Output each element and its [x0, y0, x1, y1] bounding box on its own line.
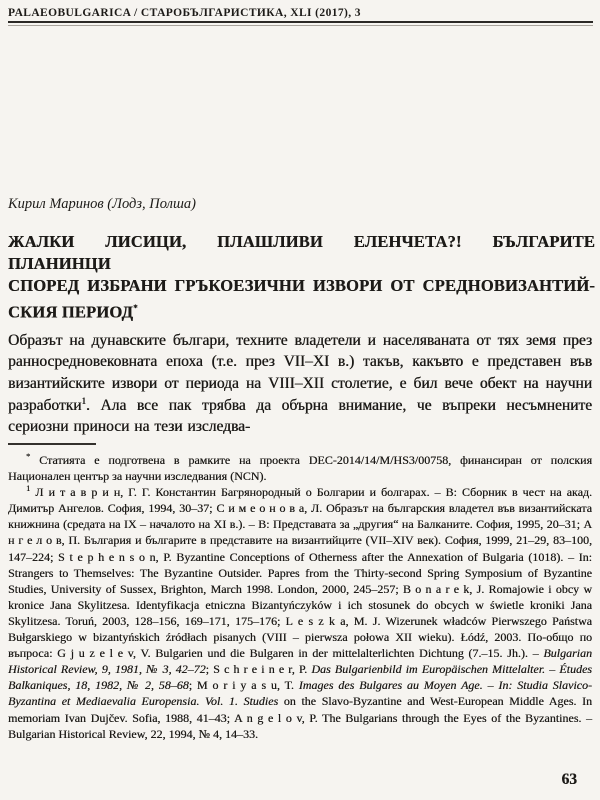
running-head: PALAEOBULGARICA / СТАРОБЪЛГАРИСТИКА, XLI (2017), 3 — [8, 7, 361, 19]
footnote-asterisk-text: Статията е подготвена в рамките на проекта DEC-2014/14/M/HS3/00758, финансиран от полския Национален център за научни изследвания (NCN). — [8, 453, 592, 484]
page-number: 63 — [561, 771, 577, 788]
title-line-1: ЖАЛКИ ЛИСИЦИ, ПЛАШЛИВИ ЕЛЕНЧЕТА?! БЪЛГАРИТЕ ПЛАНИНЦИ — [8, 232, 595, 273]
header-rule-thin — [8, 25, 593, 26]
footnotes-block — [8, 452, 592, 742]
author-line: Кирил Маринов (Лодз, Полша) — [8, 196, 196, 212]
footnote-1 — [8, 484, 592, 742]
footnote-asterisk — [8, 452, 592, 484]
title-line-3: СКИЯ ПЕРИОД* — [8, 302, 138, 322]
title-line-2: СПОРЕД ИЗБРАНИ ГРЪКОЕЗИЧНИ ИЗВОРИ ОТ СРЕДНОВИЗАНТИЙ- — [8, 276, 595, 295]
footnote-separator — [8, 443, 96, 445]
footnote-asterisk-marker: * — [26, 451, 31, 461]
header-rule-thick — [8, 21, 593, 23]
article-title — [8, 231, 595, 324]
footnote-1-text: Л и т а в р и н, Г. Г. Константин Багрянородный о Болгарии и болгарах. – В: Сборник в чест на акад. Димитър Ангелов. София, 1994, 30–37; С и м е о н о в а, Л. Образът на българския владетел във византийската книжнина (средата на IX – началото на XI в.). – В: Представата за „другия“ на Балканите. София, 1995, 20–31; А н г е л о в, П. България и българите в представите на византийците (VII–XIV век). София, 1999, 21–29, 83–100, 147–224; S t e p h e n s o n, P. Byzantine Conceptions of Otherness after the Annexation of Bulgaria (1018). – In: Strangers to Themselves: The Byzantine Outsider. Papres from the Thirty-second Spring Symposium of Byzantine Studies, University of Sussex, Brighton, March 1998. London, 2000, 245–257; B o n a r e k, J. Romajowie i obcy w kronice Jana Skylitzesa. Identyfikacja etniczna Bizantyńczyków i ich stosunek do obcych w świetle kroniki Jana Skylitzesa. Toruń, 2003, 128–156, 169–171, 175–176; L e s z k a, M. J. Wizerunek władców Pierwszego Państwa Bułgarskiego w bizantyńskich źródłach pisanych (VIII – pierwsza połowa XII wieku). Łódź, 2003. По-общо по въпроса: G j u z e l e v, V. Bulgarien und die Bulgaren in der mittelalterlichten Dichtung (7.–15. Jh.). – Bulgarian Historical Review, 9, 1981, № 3, 42–72; S c h r e i n e r, P. Das Bulgarienbild im Europäischen Mittelalter. – Études Balkaniques, 18, 1982, № 2, 58–68; M o r i y a s u, T. Images des Bulgares au Moyen Age. – In: Studia Slavico-Byzantina et Mediaevalia Europensia. Vol. 1. Studies on the Slavo-Byzantine and West-European Middle Ages. In memoriam Ivan Dujčev. Sofia, 1988, 41–43; A n g e l o v, P. The Bulgarians through the Eyes of the Byzantines. – Bulgarian Historical Review, 22, 1994, № 4, 14–33. — [8, 485, 592, 741]
footnote-1-marker: 1 — [26, 483, 31, 494]
header-rule — [8, 21, 593, 27]
opening-paragraph: Образът на дунавските българи, техните владетели и населяваната от тях земя през ранносредновековната епоха (т.е. през VII–XI в.) такъв, какъвто е представен във византийските извори от периода на VIII–XII столетие, е бил вече обект на научни разработки$^1$. Ала все пак трябва да обърна внимание, че въпреки несъмнените сериозни приноси на тези изследва- — [8, 331, 592, 436]
